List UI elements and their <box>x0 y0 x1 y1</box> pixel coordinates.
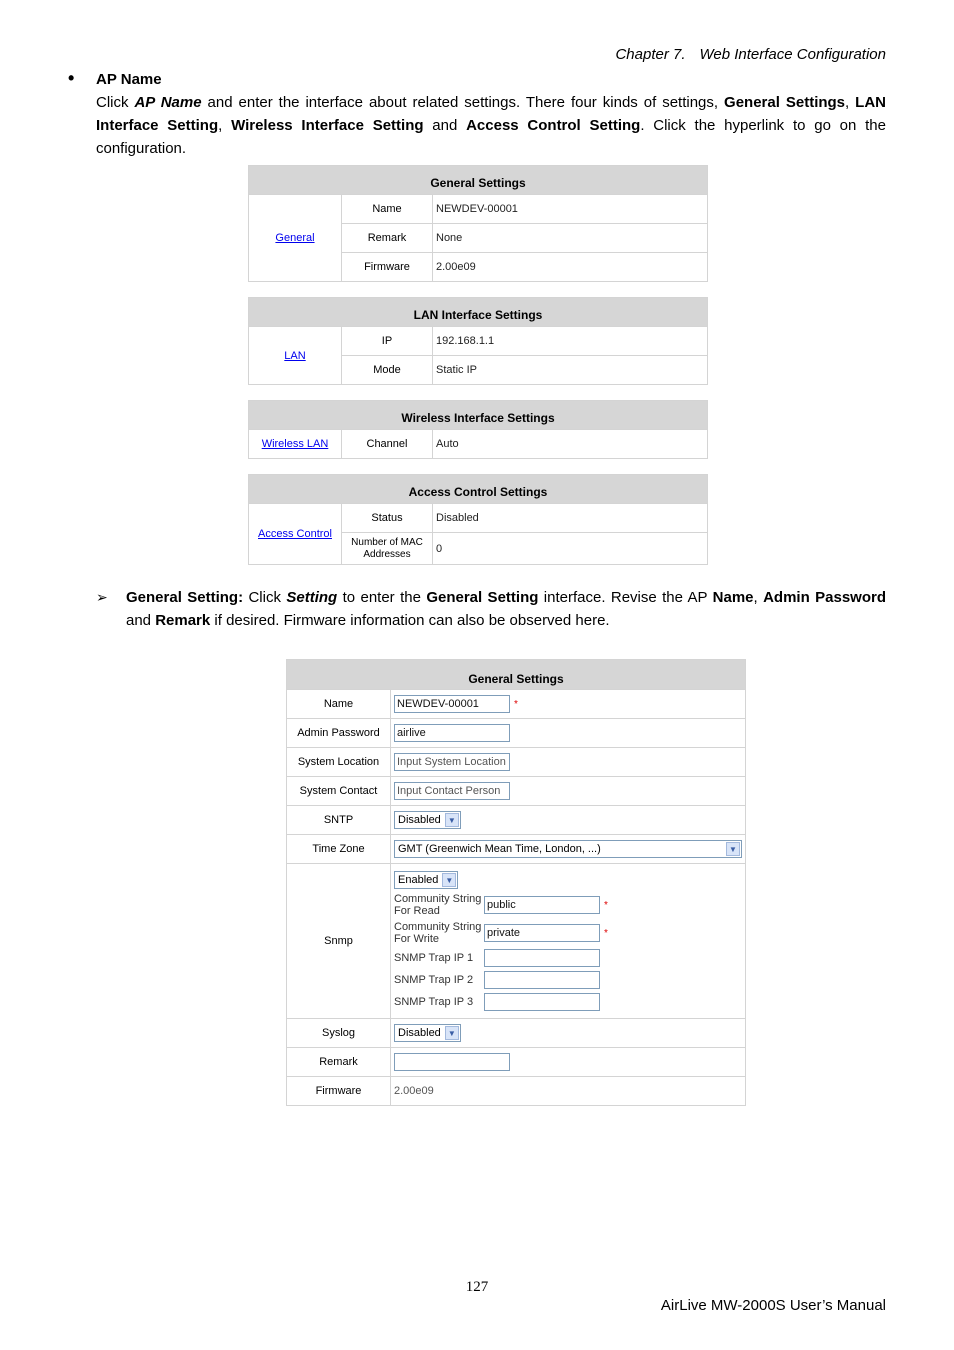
general-setting-paragraph: General Setting: Click Setting to enter the General Setting interface. Revise the AP Name, Admin Password and Remark if desired. Firmware information can also be observed here. <box>126 589 886 629</box>
admin-password-input[interactable]: airlive <box>394 724 510 742</box>
row-label: IP <box>342 327 433 356</box>
row-value: None <box>433 224 708 253</box>
trap-ip-2-label: SNMP Trap IP 2 <box>394 974 474 986</box>
access-control-link[interactable]: Access Control <box>258 528 332 540</box>
time-zone-label: Time Zone <box>287 835 391 864</box>
required-mark: * <box>604 927 608 939</box>
firmware-label: Firmware <box>287 1077 391 1106</box>
system-contact-label: System Contact <box>287 777 391 806</box>
table-header: General Settings <box>249 166 708 195</box>
trap-ip-3-input[interactable] <box>484 993 600 1011</box>
system-contact-input[interactable]: Input Contact Person <box>394 782 510 800</box>
required-mark: * <box>514 698 518 710</box>
trap-ip-2-input[interactable] <box>484 971 600 989</box>
footer-manual-title: AirLive MW-2000S User’s Manual <box>660 1297 886 1314</box>
section-title: AP Name <box>96 71 162 88</box>
remark-input[interactable] <box>394 1053 510 1071</box>
row-value: NEWDEV-00001 <box>433 195 708 224</box>
chevron-down-icon: ▼ <box>726 842 740 856</box>
trap-ip-1-label: SNMP Trap IP 1 <box>394 952 474 964</box>
wireless-lan-link[interactable]: Wireless LAN <box>261 438 329 450</box>
form-header: General Settings <box>287 660 746 690</box>
general-link[interactable]: General <box>275 232 315 244</box>
system-location-label: System Location <box>287 748 391 777</box>
name-label: Name <box>287 690 391 719</box>
row-value: 0 <box>433 533 708 565</box>
arrow-bullet: ➢ <box>96 589 108 605</box>
intro-paragraph: Click AP Name and enter the interface about related settings. There four kinds of settings, General Settings, LAN Interface Setting, Wireless Interface Setting and Access Control Setting. Click the hyperlink to go on the configuration. <box>96 94 886 157</box>
read-community-label: Community String For Read <box>394 893 482 917</box>
chevron-down-icon: ▼ <box>445 813 459 827</box>
row-label: Name <box>342 195 433 224</box>
general-settings-summary <box>248 165 708 282</box>
table-header: Wireless Interface Settings <box>249 401 708 430</box>
snmp-label: Snmp <box>287 864 391 1019</box>
sntp-label: SNTP <box>287 806 391 835</box>
required-mark: * <box>604 899 608 911</box>
row-value: Auto <box>433 430 708 459</box>
firmware-value: 2.00e09 <box>391 1077 746 1106</box>
wireless-settings-summary <box>248 400 708 459</box>
write-community-label: Community String For Write <box>394 921 482 945</box>
access-control-summary <box>248 474 708 565</box>
row-value: 192.168.1.1 <box>433 327 708 356</box>
sntp-select[interactable]: Disabled ▼ <box>394 811 461 829</box>
row-value: 2.00e09 <box>433 253 708 282</box>
remark-label: Remark <box>287 1048 391 1077</box>
chevron-down-icon: ▼ <box>445 1026 459 1040</box>
syslog-label: Syslog <box>287 1019 391 1048</box>
page-number: 127 <box>465 1279 489 1295</box>
row-label: Remark <box>342 224 433 253</box>
snmp-select[interactable]: Enabled ▼ <box>394 871 458 889</box>
system-location-input[interactable]: Input System Location <box>394 753 510 771</box>
bullet: • <box>68 68 75 88</box>
admin-password-label: Admin Password <box>287 719 391 748</box>
lan-link[interactable]: LAN <box>284 349 306 362</box>
row-value: Disabled <box>433 504 708 533</box>
table-header: LAN Interface Settings <box>249 298 708 327</box>
row-label: Mode <box>342 356 433 385</box>
time-zone-select[interactable]: GMT (Greenwich Mean Time, London, ...) ▼ <box>394 840 742 858</box>
trap-ip-3-label: SNMP Trap IP 3 <box>394 996 474 1008</box>
name-input[interactable]: NEWDEV-00001 <box>394 695 510 713</box>
trap-ip-1-input[interactable] <box>484 949 600 967</box>
general-settings-form <box>286 659 746 1106</box>
lan-settings-summary <box>248 297 708 385</box>
syslog-select[interactable]: Disabled ▼ <box>394 1024 461 1042</box>
row-value: Static IP <box>433 356 708 385</box>
write-community-input[interactable]: private <box>484 924 600 942</box>
row-label: Firmware <box>342 253 433 282</box>
chevron-down-icon: ▼ <box>442 873 456 887</box>
chapter-title: Web Interface Configuration <box>699 46 886 63</box>
row-label: Number of MAC Addresses <box>342 533 433 565</box>
read-community-input[interactable]: public <box>484 896 600 914</box>
chapter-header <box>615 46 886 63</box>
table-header: Access Control Settings <box>249 475 708 504</box>
chapter-number: Chapter 7. <box>615 46 686 63</box>
row-label: Channel <box>342 430 433 459</box>
row-label: Status <box>342 504 433 533</box>
